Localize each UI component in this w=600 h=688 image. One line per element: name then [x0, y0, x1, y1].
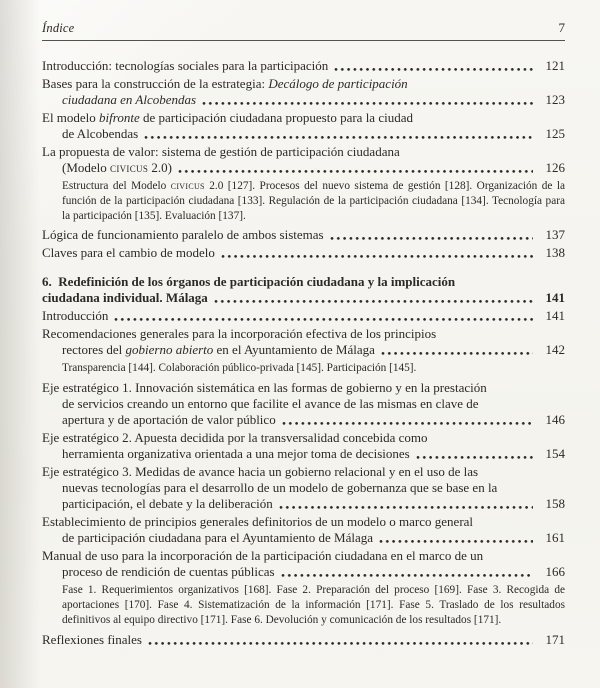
text-segment: Recomendaciones generales para la incorporación efectiva de los principios [42, 326, 437, 342]
text-segment: de servicios creando un entorno que facilite el avance de las mismas en clave de [62, 396, 479, 412]
toc-entry-text [42, 290, 208, 306]
text-segment: gobierno abierto [125, 342, 214, 358]
toc-entry [42, 326, 565, 376]
toc-entry [42, 380, 565, 428]
text-segment: 2.0) [148, 160, 172, 175]
dot-leader [416, 455, 533, 460]
text-segment: ciudadana en Alcobendas [62, 92, 197, 107]
toc-line [42, 227, 565, 243]
text-segment: El modelo [42, 110, 100, 125]
text-segment: Fase 1. Requerimientos organizativos [168]. Fase 2. Preparación del proceso [169]. Fase 3. Recogida de aportaciones [170]. Fase 4. Sistematización de la información [171]. Fase 5. Traslado de los resultados definitivos al equipo directivo [171]. Fase 6. Devolución y comunicación de los resultados [171]. [62, 584, 565, 626]
toc-page-number: 161 [545, 530, 565, 546]
text-segment: Decálogo de participación [268, 76, 408, 91]
toc-line [42, 76, 565, 92]
dot-leader [330, 236, 533, 241]
toc-line [62, 496, 565, 512]
dot-leader [178, 169, 533, 174]
toc-entry-text [62, 126, 138, 142]
toc-subentry-note [62, 583, 565, 627]
toc-page-number: 166 [545, 564, 565, 580]
toc-entry-text [62, 412, 276, 428]
text-segment: Transparencia [144]. Colaboración público-privada [145]. Participación [145]. [62, 362, 417, 375]
toc-entry-text [62, 92, 196, 108]
toc-line [42, 632, 565, 648]
toc-line [42, 326, 565, 342]
toc-entry-text [42, 632, 142, 648]
toc-entry-text [62, 160, 172, 176]
toc-line [42, 380, 565, 396]
toc-entry [42, 110, 565, 142]
toc-entry [42, 308, 565, 324]
toc-entry [42, 464, 565, 512]
toc-entry [42, 548, 565, 627]
toc-entry-text [62, 530, 373, 546]
text-segment: Eje estratégico 2. Apuesta decidida por la transversalidad concebida como [42, 430, 428, 446]
running-header [42, 20, 565, 41]
text-segment: en el Ayuntamiento de Málaga [213, 342, 375, 358]
text-segment: civicus [170, 180, 205, 192]
text-segment: Eje estratégico 1. Innovación sistemática en las formas de gobierno y en la prestación [42, 380, 487, 396]
text-segment: de Alcobendas [62, 126, 139, 141]
toc-page-number: 154 [545, 446, 565, 462]
text-segment: Bases para la construcción de la estrategia: [42, 76, 269, 91]
toc-chapter-heading [42, 274, 565, 306]
text-segment: Introducción [42, 308, 109, 324]
toc-line [42, 274, 565, 290]
page-title: Índice [42, 21, 75, 35]
dot-leader [334, 67, 533, 72]
toc-page-number: 141 [545, 290, 565, 306]
toc-page-number: 158 [545, 496, 565, 512]
toc-line [42, 290, 565, 306]
text-segment: Establecimiento de principios generales definitorios de un modelo o marco general [42, 514, 474, 530]
folio-page-number: 7 [558, 20, 565, 35]
toc-entry-text [62, 446, 410, 462]
toc-line [62, 530, 565, 546]
text-segment: participación, el debate y la deliberación [62, 496, 273, 512]
text-segment: bifronte [99, 110, 140, 125]
text-segment: apertura y de aportación de valor público [62, 412, 276, 428]
dot-leader [202, 101, 533, 106]
toc-entry-text [62, 496, 273, 512]
toc-page-number: 146 [545, 412, 565, 428]
text-segment: 6. Redefinición de los órganos de participación ciudadana y la implicación [42, 274, 456, 290]
text-segment: de participación ciudadana para el Ayuntamiento de Málaga [62, 530, 374, 546]
text-segment: herramienta organizativa orientada a una mejor toma de decisiones [62, 446, 410, 462]
text-segment: ciudadana individual. Málaga [42, 290, 208, 306]
text-segment: Manual de uso para la incorporación de la participación ciudadana en el marco de un [42, 548, 484, 564]
toc-line [42, 548, 565, 564]
toc-entry-text [42, 58, 328, 74]
toc-page-number: 142 [545, 342, 565, 358]
toc-entry-text [62, 342, 375, 358]
text-segment: Eje estratégico 3. Medidas de avance hacia un gobierno relacional y en el uso de las [42, 464, 479, 480]
text-segment: Claves para el cambio de modelo [42, 245, 215, 261]
toc-entry [42, 144, 565, 223]
toc-page-number: 141 [545, 308, 565, 324]
toc-entry-text [42, 245, 215, 261]
toc-entry [42, 76, 565, 108]
toc-page-number: 171 [545, 631, 565, 647]
toc-line [62, 396, 565, 412]
toc-subentry-note [62, 361, 565, 376]
table-of-contents [42, 41, 565, 648]
toc-line [62, 480, 565, 496]
text-segment: civicus [110, 160, 149, 175]
toc-line [42, 308, 565, 324]
toc-line [42, 514, 565, 530]
toc-entry [42, 514, 565, 546]
toc-page-number: 123 [545, 92, 565, 107]
toc-line [42, 58, 565, 74]
text-segment: 2.0 [127]. Procesos del nuevo sistema de gestión [128]. Organización de la función de la participación ciudadana [133]. Regulación de la participación ciudadana [134]. Tecnología para la participación [135]. Evaluación [137]. [62, 180, 565, 222]
text-segment: rectores del [62, 342, 126, 358]
toc-entry [42, 227, 565, 243]
toc-entry-text [42, 227, 324, 243]
toc-entry [42, 430, 565, 462]
text-segment: Estructura del Modelo [62, 180, 171, 192]
text-segment: (Modelo [62, 160, 111, 175]
text-segment: Reflexiones finales [42, 631, 142, 647]
text-segment: nuevas tecnologías para el desarrollo de un modelo de gobernanza que se base en la [62, 480, 498, 496]
dot-leader [279, 505, 533, 510]
toc-line [62, 342, 565, 358]
text-segment: La propuesta de valor: sistema de gestión de participación ciudadana [42, 144, 400, 159]
dot-leader [282, 421, 533, 426]
toc-line [42, 110, 565, 126]
dot-leader [114, 317, 533, 322]
dot-leader [148, 641, 533, 646]
dot-leader [221, 254, 533, 259]
toc-line [62, 160, 565, 176]
toc-entry [42, 632, 565, 648]
toc-line [62, 126, 565, 142]
toc-page-number: 121 [545, 58, 565, 73]
toc-entry-text [42, 308, 108, 324]
toc-page-number: 125 [545, 126, 565, 141]
text-segment: proceso de rendición de cuentas públicas [62, 564, 275, 580]
toc-page-number: 138 [545, 245, 565, 261]
dot-leader [214, 299, 533, 304]
toc-line [42, 144, 565, 160]
dot-leader [379, 539, 533, 544]
toc-line [62, 412, 565, 428]
dot-leader [144, 135, 533, 140]
toc-page-number: 126 [545, 160, 565, 175]
toc-line [62, 92, 565, 108]
text-segment: Lógica de funcionamiento paralelo de ambos sistemas [42, 227, 324, 243]
toc-line [62, 446, 565, 462]
toc-line [42, 430, 565, 446]
text-segment: de participación ciudadana propuesto para la ciudad [139, 110, 413, 125]
toc-line [42, 245, 565, 261]
toc-entry [42, 58, 565, 74]
toc-line [62, 564, 565, 580]
toc-subentry-note [62, 179, 565, 223]
toc-entry [42, 245, 565, 261]
toc-page-number: 137 [545, 227, 565, 243]
toc-line [42, 464, 565, 480]
dot-leader [381, 351, 533, 356]
text-segment: Introducción: tecnologías sociales para la participación [42, 58, 329, 73]
dot-leader [281, 573, 533, 578]
toc-entry-text [62, 564, 275, 580]
